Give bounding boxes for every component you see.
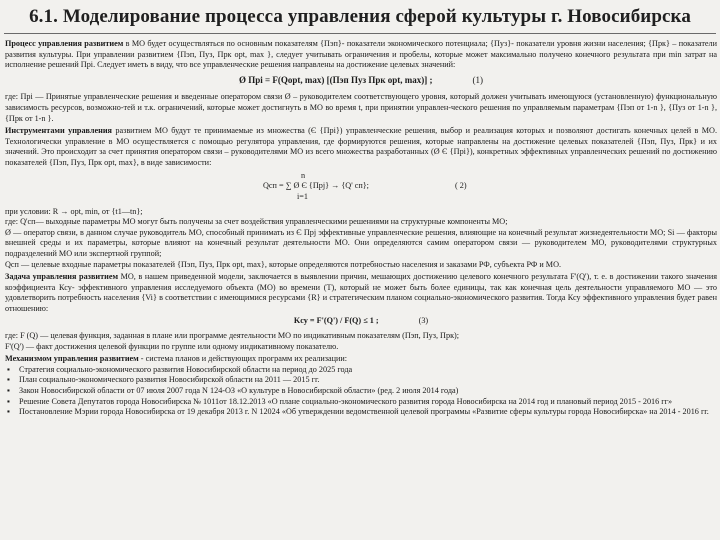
bullet-icon: ▪: [7, 386, 10, 396]
formula-2-number: ( 2): [455, 180, 467, 190]
bullet-icon: ▪: [7, 396, 10, 406]
paragraph-task: [5, 272, 717, 314]
paragraph-target-function: где: F (Q) — целевая функция, заданная в плане или программе деятельности МО по индикативным показателям (Пэп, Пуз, Прк);: [5, 331, 460, 341]
paragraph-task-text: МО, в нашем приведенной модели, заключается в выявлении причин, мешающих достижению целевого конечного результата F'(Q'), т. е. в достижении такого значения коэффициента Ксу- эффективного управления исследуемого объекта (МО) во времени (Т), который не может быть более единицы, так как конечная цель деятельности управляемого МО — это удовлетворить потребность населения {Vi} в соответствии с имеющимися ресурсами {R} и стратегическим планом социально-экономического развития. Тогда Ксу эффективного управления будет равен отношению:: [5, 272, 717, 313]
sum-lower-limit: i=1: [297, 191, 308, 201]
paragraph-definitions: где: Пpi — Принятые управленческие решения и введенные оператором связи Ø – руководителем соответствующего уровня, который должен учитывать имеющуюся (установленную) функциональную зависимость ресурсов, возможно-тей и т.к. ограничений, которые может достигнуть в МО во время t, при принятии управлен-ческого решения по управляемым параметрам {Пэп от 1-n }, {Пуз от 1-n }, {Прк от 1-n }.: [5, 92, 717, 123]
formula-1-number: (1): [472, 74, 483, 85]
paragraph-target-params: Qcп — целевые входные параметры показателей {Пэп, Пуз, Прк opt, max}, которые определяются потребностью населения и заказами РФ, субъекта РФ и МО.: [5, 259, 562, 269]
list-item: [5, 375, 717, 386]
list-item: [5, 397, 717, 408]
paragraph-mechanism: [5, 354, 717, 365]
list-item: [5, 365, 717, 376]
list-item-text: Стратегия социально-экономического развития Новосибирской области на период до 2025 года: [19, 364, 353, 374]
bullet-icon: ▪: [7, 364, 10, 374]
bullet-icon: ▪: [7, 407, 10, 417]
paragraph-condition: при условии: R → opt, min, от {t1—tn};: [5, 206, 143, 216]
formula-2: [5, 171, 717, 205]
bullet-icon: ▪: [7, 375, 10, 385]
sum-upper-limit: n: [301, 170, 306, 180]
term-task: Задача управления развитием: [5, 272, 119, 282]
formula-1: [5, 75, 717, 86]
term-process: Процесс управления развитием: [5, 39, 124, 48]
list-item: [5, 386, 717, 397]
list-item: [5, 407, 717, 418]
program-list: [5, 365, 717, 418]
paragraph-instruments: [5, 126, 717, 168]
formula-3: [5, 316, 717, 327]
formula-3-number: (3): [418, 316, 429, 326]
formula-1-text: Ø Пpi = F(Qopt, max) [(Пэп Пуз Прк opt, max)] ;: [239, 74, 433, 85]
paragraph-process-text: в МО будет осуществляться по основным показателям {Пэп}- показатели экономического потенциала; {Пуз}- показатели уровня жизни населения; {Прк} – показатели развития культуры. При управлении развитием {Пэп, Пуз, Прк opt, max }, следует учитывать ограничения и пробелы, которые может максимально получено конечного результата при min затрат на исполнение решений Прi. Следует иметь в виду, что все управленческие решения направлены на достижение целевых значений:: [5, 39, 717, 70]
document-body: [5, 39, 717, 537]
paragraph-mechanism-text: - система планов и действующих программ их реализации:: [140, 354, 348, 364]
paragraph-operator: Ø — оператор связи, в данном случае руководитель МО, способный принимать из Є Прj эффективные управленческие решения, влияющие на конечный результат жизнедеятельности МО; Si — факторы внешней среды и их параметры, которые влияют на конечный результат деятельности МО. Они определяются самим оператором связи — руководителем МО, руководителями структурных подразделений МО или экспертной группой;: [5, 227, 717, 258]
paragraph-fact-function: F'(Q') — факт достижения целевой функции по группе или одному индикативному показателю.: [5, 341, 339, 351]
paragraph-instruments-text: развитием МО будут те принимаемые из множества (Є {Прi}) управленческие решения, выбор и реализация которых и позволяют достигать конечных целей в МО. Технологически управление в МО осуществляется с помощью регулятора управления, где формируются решения, которые направлены на достижение целевых показателей {Пэп, Пуз, Прк} и их значений. Это происходит за счет принятия оператором связи – руководителями МО из всего множества разработанных (Ø Є {Прi}), конкретных эффективных управленческих решений по достижению показателей {Пэп, Пуз, Прк opt, max}, в виде зависимости:: [5, 126, 717, 167]
term-mechanism: Механизмом управления развитием: [5, 354, 139, 364]
term-instruments: Инструментами управления: [5, 126, 112, 136]
title-divider: [4, 33, 716, 34]
list-item-text: Постановление Мэрии города Новосибирска от 19 декабря 2013 г. N 12024 «Об утверждении ведомственной целевой программы «Развитие сферы культуры города Новосибирска» на 2014 - 2016 гг.: [19, 407, 709, 417]
list-item-text: Решение Совета Депутатов города Новосибирска № 1011от 18.12.2013 «О плане социально-экономического развития города Новосибирска на 2014 год и плановый период 2015 - 2016 гг»: [19, 396, 673, 406]
list-item-text: План социально-экономического развития Новосибирской области на 2011 — 2015 гг.: [19, 375, 320, 385]
formula-2-text: Qcп = ∑ Ø Є {Прj} → {Q' cп};: [263, 180, 369, 190]
page-title: 6.1. Моделирование процесса управления сферой культуры г. Новосибирска: [29, 6, 691, 27]
formula-3-text: Kсу = F'(Q') / F(Q) ≤ 1 ;: [293, 316, 379, 326]
list-item-text: Закон Новосибирской области от 07 июля 2007 года N 124-ОЗ «О культуре в Новосибирской области» (ред. 2 июля 2014 года): [19, 386, 459, 396]
paragraph-process: [5, 39, 717, 71]
paragraph-output-params: где: Q'cп— выходные параметры МО могут быть получены за счет воздействия управленческими решениями на структурные компоненты МО;: [5, 217, 508, 227]
